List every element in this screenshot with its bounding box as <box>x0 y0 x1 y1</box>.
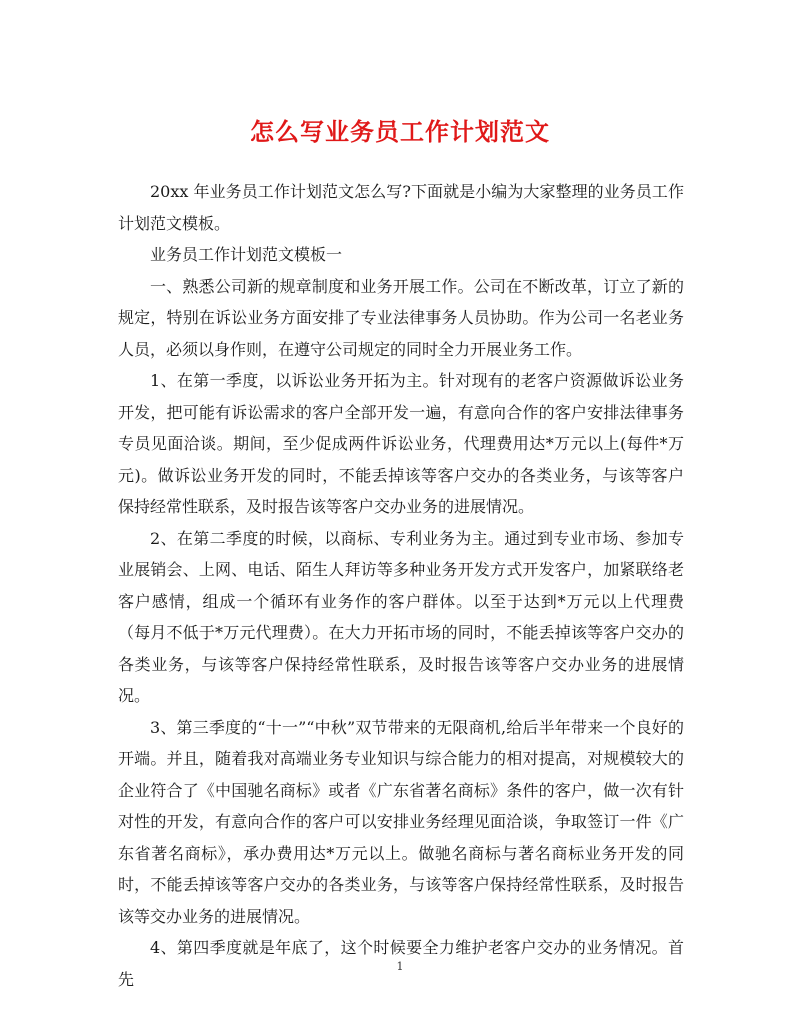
body-paragraph: 1、在第一季度，以诉讼业务开拓为主。针对现有的老客户资源做诉讼业务开发，把可能有诉讼需求的客户全部开发一遍，有意向合作的客户安排法律事务专员见面洽谈。期间，至少促成两件诉讼业务，代理费用达*万元以上(每件*万元)。做诉讼业务开发的同时，不能丢掉该等客户交办的各类业务，与该等客户保持经常性联系，及时报告该等客户交办业务的进展情况。 <box>118 371 684 516</box>
page-number: 1 <box>396 960 404 973</box>
document-title: 怎么写业务员工作计划范文 <box>250 117 550 146</box>
intro-paragraph: 20xx 年业务员工作计划范文怎么写?下面就是小编为大家整理的业务员工作计划范文模板。 <box>118 182 684 233</box>
body-paragraph: 一、熟悉公司新的规章制度和业务开展工作。公司在不断改革，订立了新的规定，特别在诉讼业务方面安排了专业法律事务人员协助。作为公司一名老业务人员，必须以身作则，在遵守公司规定的同时全力开展业务工作。 <box>118 276 684 359</box>
document-body <box>118 176 684 995</box>
section-heading: 业务员工作计划范文模板一 <box>150 245 343 264</box>
body-paragraph: 4、第四季度就是年底了，这个时候要全力维护老客户交办的业务情况。首先 <box>118 938 684 989</box>
body-paragraph: 3、第三季度的“十一”“中秋”双节带来的无限商机,给后半年带来一个良好的开端。并且，随着我对高端业务专业知识与综合能力的相对提高，对规模较大的企业符合了《中国驰名商标》或者《广东省著名商标》条件的客户，做一次有针对性的开发，有意向合作的客户可以安排业务经理见面洽谈，争取签订一件《广东省著名商标》，承办费用达*万元以上。做驰名商标与著名商标业务开发的同时，不能丢掉该等客户交办的各类业务，与该等客户保持经常性联系，及时报告该等交办业务的进展情况。 <box>118 717 684 926</box>
body-paragraph: 2、在第二季度的时候，以商标、专利业务为主。通过到专业市场、参加专业展销会、上网、电话、陌生人拜访等多种业务开发方式开发客户，加紧联络老客户感情，组成一个循环有业务作的客户群体。以至于达到*万元以上代理费（每月不低于*万元代理费）。在大力开拓市场的同时，不能丢掉该等客户交办的各类业务，与该等客户保持经常性联系，及时报告该等客户交办业务的进展情况。 <box>118 528 684 705</box>
